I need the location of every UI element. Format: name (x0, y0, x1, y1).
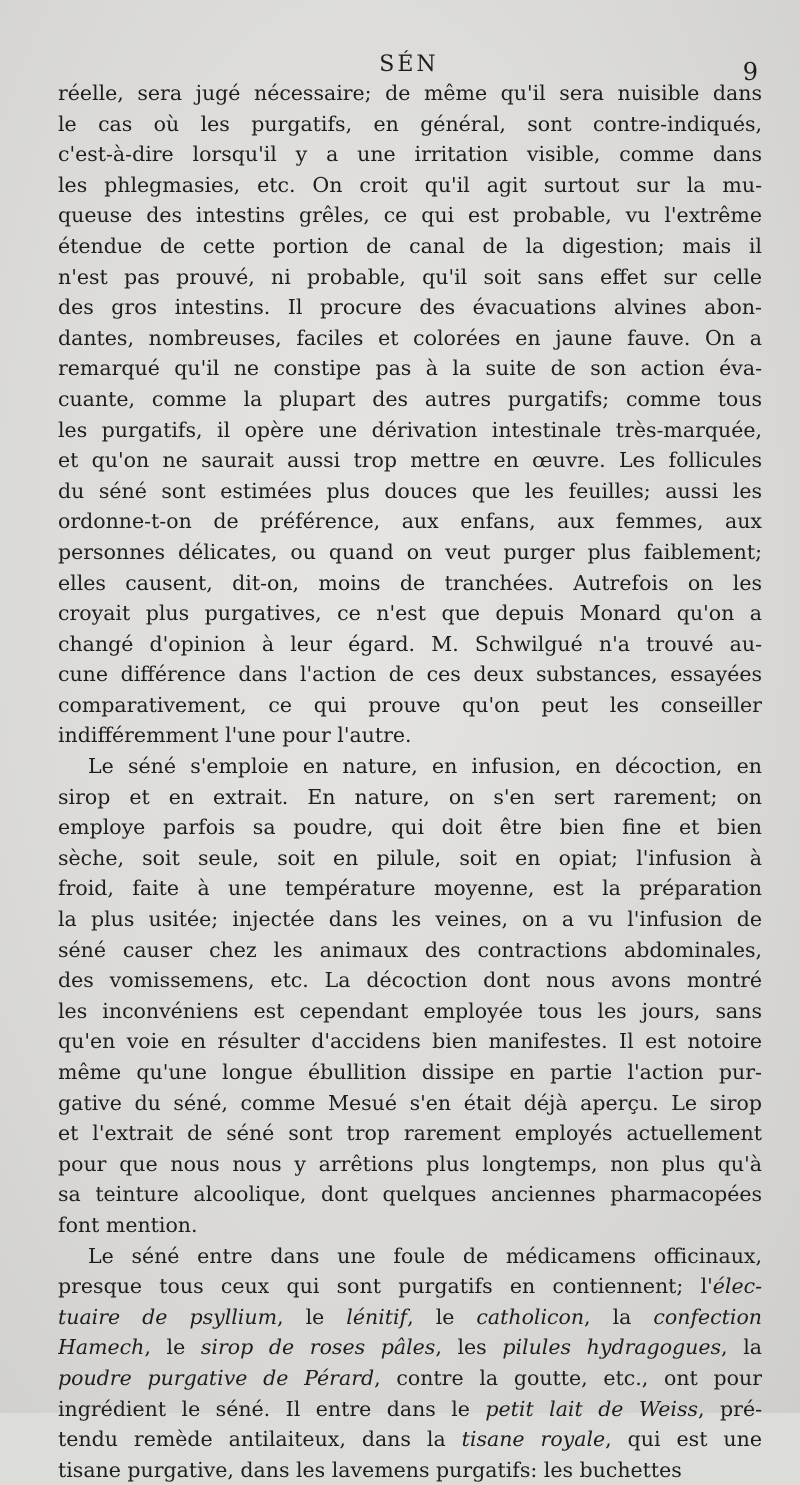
text-fragment: font mention. (58, 1212, 198, 1237)
text-fragment: sirop et en extrait. En nature, on s'en sert rarement; on (58, 784, 762, 809)
text-line (58, 598, 762, 629)
text-fragment: personnes délicates, ou quand on veut purger plus faiblement; (58, 539, 762, 564)
text-line (58, 231, 762, 262)
text-fragment: , contre la goutte, etc., ont pour (374, 1365, 762, 1390)
text-line (58, 965, 762, 996)
text-fragment: le cas où les purgatifs, en général, sont contre-indiqués, (58, 111, 762, 136)
text-fragment: employe parfois sa poudre, qui doit être bien fine et bien (58, 815, 762, 840)
text-line (58, 904, 762, 935)
italic-text: Hamech (58, 1335, 145, 1360)
text-fragment: la plus usitée; injectée dans les veines, on a vu l'infusion de (58, 907, 762, 932)
text-fragment: , la (721, 1335, 762, 1360)
text-line (58, 262, 762, 293)
text-line (58, 1149, 762, 1180)
text-fragment: pour que nous nous y arrêtions plus longtemps, non plus qu'à (58, 1151, 762, 1176)
text-line (58, 109, 762, 140)
text-line (58, 1455, 762, 1485)
text-line (58, 1302, 762, 1333)
text-line (58, 782, 762, 813)
text-line (58, 506, 762, 537)
text-line (58, 1210, 762, 1241)
text-line (58, 629, 762, 660)
text-fragment: croyait plus purgatives, ce n'est que depuis Monard qu'on a (58, 601, 762, 626)
text-fragment: tisane purgative, dans les lavemens purgatifs: les buchettes (58, 1457, 682, 1482)
text-fragment: elles causent, dit-on, moins de tranchées. Autrefois on les (58, 570, 762, 595)
text-fragment: gative du séné, comme Mesué s'en était déjà aperçu. Le sirop (58, 1090, 762, 1115)
text-line (58, 384, 762, 415)
text-line (58, 78, 762, 109)
italic-text: tuaire de psyllium (58, 1304, 278, 1329)
text-fragment: les purgatifs, il opère une dérivation intestinale très-marquée, (58, 417, 762, 442)
page-header (60, 48, 758, 86)
text-fragment: et qu'on ne saurait aussi trop mettre en œuvre. Les follicules (58, 448, 762, 473)
text-line (58, 935, 762, 966)
text-fragment: séné causer chez les animaux des contractions abdominales, (58, 937, 762, 962)
text-line (58, 659, 762, 690)
text-fragment: queuse des intestins grêles, ce qui est probable, vu l'extrême (58, 203, 762, 228)
text-fragment: changé d'opinion à leur égard. M. Schwilgué n'a trouvé au- (58, 631, 762, 656)
text-fragment: dantes, nombreuses, faciles et colorées en jaune fauve. On a (58, 325, 762, 350)
italic-text: catholicon (476, 1304, 585, 1329)
text-line (58, 812, 762, 843)
text-fragment: réelle, sera jugé nécessaire; de même qu'il sera nuisible dans (58, 81, 762, 105)
italic-text: élec- (712, 1274, 762, 1299)
italic-text: lénitif (346, 1304, 408, 1329)
text-line (58, 139, 762, 170)
text-line (58, 1057, 762, 1088)
text-fragment: les phlegmasies, etc. On croit qu'il agit surtout sur la mu- (58, 172, 762, 197)
text-line (58, 476, 762, 507)
text-fragment: du séné sont estimées plus douces que les feuilles; aussi les (58, 478, 762, 503)
text-fragment: , le (407, 1304, 477, 1329)
text-fragment: étendue de cette portion de canal de la digestion; mais il (58, 233, 762, 258)
text-line (58, 1118, 762, 1149)
text-fragment: presque tous ceux qui sont purgatifs en contiennent; l' (58, 1274, 713, 1299)
text-line (58, 843, 762, 874)
italic-text: petit lait de Weiss (485, 1396, 699, 1421)
text-fragment: sa teinture alcoolique, dont quelques anciennes pharmacopées (58, 1182, 762, 1207)
body-text (58, 78, 762, 1485)
text-line (58, 170, 762, 201)
text-fragment: , le (144, 1335, 201, 1360)
page-number: 9 (742, 58, 758, 86)
text-fragment: Le séné s'emploie en nature, en infusion, en décoction, en (88, 754, 762, 779)
text-line (58, 1394, 762, 1425)
text-fragment: les inconvéniens est cependant employée tous les jours, sans (58, 998, 762, 1023)
text-line (58, 1332, 762, 1363)
text-fragment: ordonne-t-on de préférence, aux enfans, aux femmes, aux (58, 509, 762, 534)
text-fragment: , pré- (698, 1396, 762, 1421)
italic-text: confection (653, 1304, 762, 1329)
italic-text: tisane royale (461, 1427, 606, 1452)
text-line (58, 1241, 762, 1272)
text-fragment: tendu remède antilaiteux, dans la (58, 1427, 462, 1452)
text-line (58, 445, 762, 476)
text-fragment: sèche, soit seule, soit en pilule, soit en opiat; l'infusion à (58, 845, 762, 870)
text-fragment: cune différence dans l'action de ces deux substances, essayées (58, 662, 762, 687)
text-fragment: , le (277, 1304, 347, 1329)
text-fragment: et l'extrait de séné sont trop rarement employés actuellement (58, 1121, 762, 1146)
text-fragment: des gros intestins. Il procure des évacuations alvines abon- (58, 295, 762, 320)
text-line (58, 1363, 762, 1394)
text-line (58, 996, 762, 1027)
italic-text: pilules hydragogues (502, 1335, 722, 1360)
text-fragment: n'est pas prouvé, ni probable, qu'il soit sans effet sur celle (58, 264, 762, 289)
text-fragment: qu'en voie en résulter d'accidens bien manifestes. Il est notoire (58, 1029, 762, 1054)
text-line (58, 200, 762, 231)
text-fragment: cuante, comme la plupart des autres purgatifs; comme tous (58, 386, 762, 411)
text-line (58, 690, 762, 721)
text-line (58, 415, 762, 446)
paragraph (58, 78, 762, 751)
text-fragment: même qu'une longue ébullition dissipe en partie l'action pur- (58, 1060, 762, 1084)
text-line (58, 720, 762, 751)
italic-text: sirop de roses pâles (200, 1335, 436, 1360)
text-line (58, 1088, 762, 1119)
text-line (58, 323, 762, 354)
text-line (58, 1424, 762, 1455)
text-fragment: remarqué qu'il ne constipe pas à la suite de son action éva- (58, 356, 762, 381)
text-line (58, 1271, 762, 1302)
text-line (58, 873, 762, 904)
text-line (58, 568, 762, 599)
text-line (58, 1179, 762, 1210)
text-line (58, 353, 762, 384)
running-head: SÉN (379, 52, 439, 77)
text-fragment: indifféremment l'une pour l'autre. (58, 723, 412, 748)
text-line (58, 751, 762, 782)
text-line (58, 1026, 762, 1057)
text-fragment: , les (435, 1335, 503, 1360)
text-line (58, 537, 762, 568)
text-line (58, 292, 762, 323)
text-fragment: c'est-à-dire lorsqu'il y a une irritation visible, comme dans (58, 142, 762, 167)
text-fragment: , qui est une (605, 1427, 762, 1452)
italic-text: poudre purgative de Pérard (58, 1365, 375, 1390)
text-fragment: , la (584, 1304, 654, 1329)
text-fragment: froid, faite à une température moyenne, est la préparation (58, 876, 762, 901)
text-fragment: Le séné entre dans une foule de médicamens officinaux, (88, 1243, 762, 1268)
text-fragment: des vomissemens, etc. La décoction dont nous avons montré (58, 968, 762, 993)
paragraph (58, 1241, 762, 1485)
paragraph (58, 751, 762, 1241)
text-fragment: comparativement, ce qui prouve qu'on peut les conseiller (58, 692, 762, 717)
text-fragment: ingrédient le séné. Il entre dans le (58, 1396, 486, 1421)
